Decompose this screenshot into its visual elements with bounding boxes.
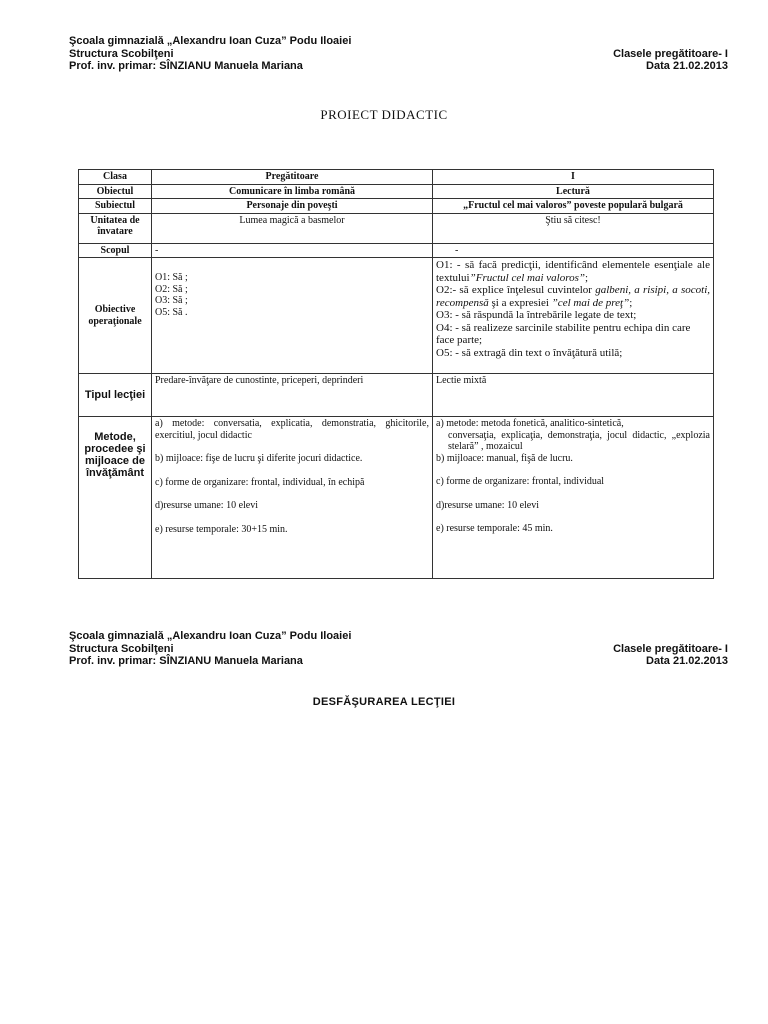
tipul-b: Lectie mixtă [433, 374, 714, 417]
obiectul-a: Comunicare în limba română [152, 184, 433, 199]
page-header [69, 35, 728, 73]
table-row [79, 417, 714, 579]
forme-organizare: c) forme de organizare: frontal, individual, în echipă [155, 476, 365, 488]
table-row [79, 199, 714, 214]
row-label-subiectul: Subiectul [79, 199, 152, 214]
objective-item: O3: Să ; [155, 295, 188, 306]
objective-o2: O2:- să explice înţelesul cuvintelor galbeni, a risipi, a socoti, recompensă şi a expresiei ”cel mai de preţ”; [436, 284, 711, 309]
row-label-tipul: Tipul lecţiei [79, 374, 152, 417]
metode-list: a) metode: conversatia, explicatia, demonstratia, ghicitorile, exercitiul, jocul didactic [155, 418, 429, 441]
table-row [79, 184, 714, 199]
objective-o4: O4: - să realizeze sarcinile stabilite pentru echipa din care face parte; [436, 321, 691, 346]
objective-o5: O5: - să extragă din text o învăţătură utilă; [436, 346, 623, 359]
objective-item: O2: Să ; [155, 283, 188, 295]
row-label-obiective: Obiective operaţionale [79, 258, 152, 374]
metode-list: a) metode: metoda fonetică, analitico-sintetică, conversaţia, explicaţia, demonstraţia, jocul didactic, „explozia stelară” , mozaicul [436, 418, 710, 452]
date-label: Data 21.02.2013 [646, 655, 728, 667]
row-label-metode: Metode, procedee şi mijloace de învăţământ [79, 417, 152, 579]
obiectul-b: Lectură [433, 184, 714, 199]
objective-item: O1: Să ; [155, 272, 188, 283]
school-name: Şcoala gimnazială „Alexandru Ioan Cuza” Podu Iloaiei [69, 630, 352, 642]
resurse-temporale: e) resurse temporale: 30+15 min. [155, 523, 288, 535]
objective-o3: O3: - să răspundă la întrebările legate de text; [436, 309, 637, 321]
unitatea-a: Lumea magică a basmelor [152, 213, 433, 243]
structure-name: Structura Scobilţeni [69, 47, 174, 60]
obiective-a [152, 258, 433, 374]
teacher-name: Prof. inv. primar: SÎNZIANU Manuela Mariana [69, 655, 303, 667]
row-label-scopul: Scopul [79, 243, 152, 258]
row-label-unitatea: Unitatea de învatare [79, 213, 152, 243]
page-header-2 [69, 630, 728, 668]
classes-label: Clasele pregătitoare- I [613, 642, 728, 655]
lesson-plan-table [78, 169, 714, 579]
document-title: PROIECT DIDACTIC [320, 107, 448, 122]
subiectul-a: Personaje din poveşti [152, 199, 433, 214]
date-label: Data 21.02.2013 [646, 60, 728, 72]
table-row [79, 170, 714, 185]
forme-organizare: c) forme de organizare: frontal, individual [436, 476, 605, 487]
resurse-umane: d)resurse umane: 10 elevi [155, 500, 259, 511]
obiective-b [433, 258, 714, 374]
metode-a [152, 417, 433, 579]
objective-o1: O1: - să facă predicţii, identificând elementele esenţiale ale textului”Fructul cel mai valoros”; [436, 259, 710, 284]
tipul-a: Predare-învăţare de cunostinte, priceperi, deprinderi [152, 374, 433, 417]
unitatea-b: Ştiu să citesc! [433, 213, 714, 243]
clasa-i: I [433, 170, 714, 185]
classes-label: Clasele pregătitoare- I [613, 47, 728, 60]
school-name: Şcoala gimnazială „Alexandru Ioan Cuza” Podu Iloaiei [69, 35, 352, 47]
table-row [79, 374, 714, 417]
clasa-pregatitoare: Pregătitoare [152, 170, 433, 185]
metode-b [433, 417, 714, 579]
row-label-clasa: Clasa [79, 170, 152, 185]
resurse-umane: d)resurse umane: 10 elevi [436, 499, 540, 511]
row-label-obiectul: Obiectul [79, 184, 152, 199]
mijloace-list: b) mijloace: fişe de lucru şi diferite jocuri didactice. [155, 453, 363, 464]
subiectul-b: „Fructul cel mai valoros” poveste populară bulgară [433, 199, 714, 214]
objective-item: O5: Să . [155, 306, 188, 318]
table-row [79, 258, 714, 374]
table-row [79, 213, 714, 243]
mijloace-list: b) mijloace: manual, fişă de lucru. [436, 452, 573, 464]
teacher-name: Prof. inv. primar: SÎNZIANU Manuela Mariana [69, 60, 303, 72]
resurse-temporale: e) resurse temporale: 45 min. [436, 523, 553, 534]
scopul-b: - [433, 243, 714, 258]
section-title: DESFĂŞURAREA LECŢIEI [312, 696, 456, 708]
scopul-a: - [152, 243, 433, 258]
table-row [79, 243, 714, 258]
structure-name: Structura Scobilţeni [69, 642, 174, 655]
